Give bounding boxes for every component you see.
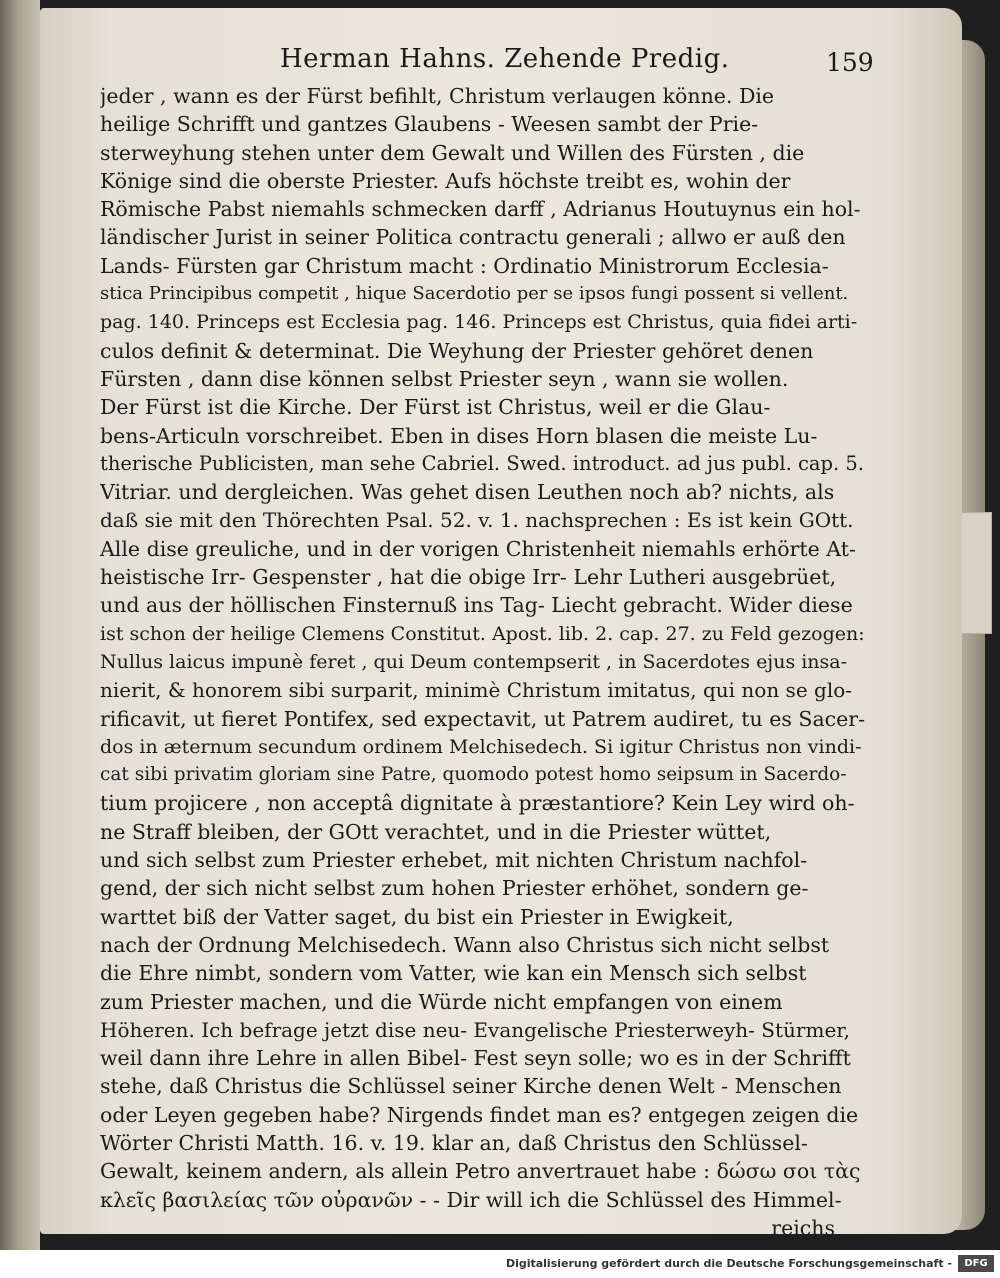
text-line: Nullus laicus impunè feret , qui Deum contempserit , in Sacerdotes ejus insa- [100,650,848,673]
text-line: Vitriar. und dergleichen. Was gehet disen Leuthen noch ab? nichts, als [100,480,835,505]
text-line: ländischer Jurist in seiner Politica contractu generali ; allwo er auß den [100,225,846,250]
text-line: zum Priester machen, und die Würde nicht empfangen von einem [100,989,783,1014]
text-line: Fürsten , dann dise können selbst Priester seyn , wann sie wollen. [100,366,789,391]
text-line: Lands- Fürsten gar Christum macht : Ordinatio Ministrorum Ecclesia- [100,253,829,278]
text-line: ne Straff bleiben, der GOtt verachtet, und in die Priester wüttet, [100,819,772,844]
text-line: culos definit & determinat. Die Weyhung der Priester gehöret denen [100,338,814,363]
text-line: jeder , wann es der Fürst befihlt, Christum verlaugen könne. Die [100,84,775,108]
text-line: nach der Ordnung Melchisedech. Wann also Christus sich nicht selbst [100,932,830,957]
text-line: oder Leyen gegeben habe? Nirgends findet man es? entgegen zeigen die [100,1102,859,1127]
text-line: stehe, daß Christus die Schlüssel seiner Kirche denen Welt - Menschen [100,1074,842,1099]
text-line: heistische Irr- Gespenster , hat die obige Irr- Lehr Lutheri ausgebrüet, [100,565,837,590]
running-head: Herman Hahns. Zehende Predig. [280,44,730,74]
text-line: rificavit, ut fieret Pontifex, sed expectavit, ut Patrem audiret, tu es Sacer- [100,706,865,731]
text-line: Wörter Christi Matth. 16. v. 19. klar an, daß Christus den Schlüssel- [100,1130,808,1155]
text-line: sterweyhung stehen unter dem Gewalt und Willen des Fürsten , die [100,140,805,165]
text-line: Alle dise greuliche, und in der vorigen Christenheit niemahls erhörte At- [100,536,856,561]
text-line: gend, der sich nicht selbst zum hohen Priester erhöhet, sondern ge- [100,876,809,901]
text-line: heilige Schrifft und gantzes Glaubens - Weesen sambt der Prie- [100,112,759,137]
dfg-logo: DFG [958,1255,994,1272]
text-line: cat sibi privatim gloriam sine Patre, quomodo potest homo seipsum in Sacerdo- [100,764,847,786]
text-line: warttet biß der Vatter saget, du bist ein Priester in Ewigkeit, [100,904,734,929]
footer-bar [0,1250,1000,1278]
text-line: stica Principibus competit , hique Sacerdotio per se ipsos fungi possent si vellent. [100,283,849,305]
text-line: κλεῖς βασιλείας τῶν οὐρανῶν - - Dir will ich die Schlüssel des Himmel- [100,1187,842,1212]
text-line: Könige sind die oberste Priester. Aufs höchste treibt es, wohin der [100,168,791,193]
page-number: 159 [826,48,874,77]
body-text [100,82,865,1242]
text-line: therische Publicisten, man sehe Cabriel. Swed. introduct. ad jus publ. cap. 5. [100,451,864,475]
text-line: tium projicere , non acceptâ dignitate à præstantiore? Kein Ley wird oh- [100,791,855,816]
text-line: daß sie mit den Thörechten Psal. 52. v. 1. nachsprechen : Es ist kein GOtt. [100,508,854,533]
text-line: weil dann ihre Lehre in allen Bibel- Fest seyn solle; wo es in der Schrifft [100,1046,851,1071]
text-line: ist schon der heilige Clemens Constitut. Apost. lib. 2. cap. 27. zu Feld gezogen: [100,622,865,645]
text-line: und sich selbst zum Priester erhebet, mit nichten Christum nachfol- [100,848,808,873]
text-line: reichs [771,1215,835,1240]
text-line: nierit, & honorem sibi surparit, minimè Christum imitatus, qui non se glo- [100,678,853,703]
book-left-edge [0,0,40,1250]
text-line: Höheren. Ich befrage jetzt dise neu- Evangelische Priesterweyh- Stürmer, [100,1017,850,1042]
page-header [100,44,900,84]
text-line: Römische Pabst niemahls schmecken darff , Adrianus Houtuynus ein hol- [100,197,861,222]
text-line: bens-Articuln vorschreibet. Eben in dises Horn blasen die meiste Lu- [100,423,818,448]
text-line: Gewalt, keinem andern, als allein Petro anvertrauet habe : δώσω σοι τὰς [100,1159,861,1184]
text-line: Der Fürst ist die Kirche. Der Fürst ist Christus, weil er die Glau- [100,395,771,420]
text-line: die Ehre nimbt, sondern vom Vatter, wie kan ein Mensch sich selbst [100,961,807,986]
text-line: dos in æternum secundum ordinem Melchisedech. Si igitur Christus non vindi- [100,735,862,758]
funding-credit: Digitalisierung gefördert durch die Deutsche Forschungsgemeinschaft - [505,1257,952,1270]
text-line: pag. 140. Princeps est Ecclesia pag. 146. Princeps est Christus, quia fidei arti- [100,311,858,334]
text-line: und aus der höllischen Finsternuß ins Tag- Liecht gebracht. Wider diese [100,593,853,618]
